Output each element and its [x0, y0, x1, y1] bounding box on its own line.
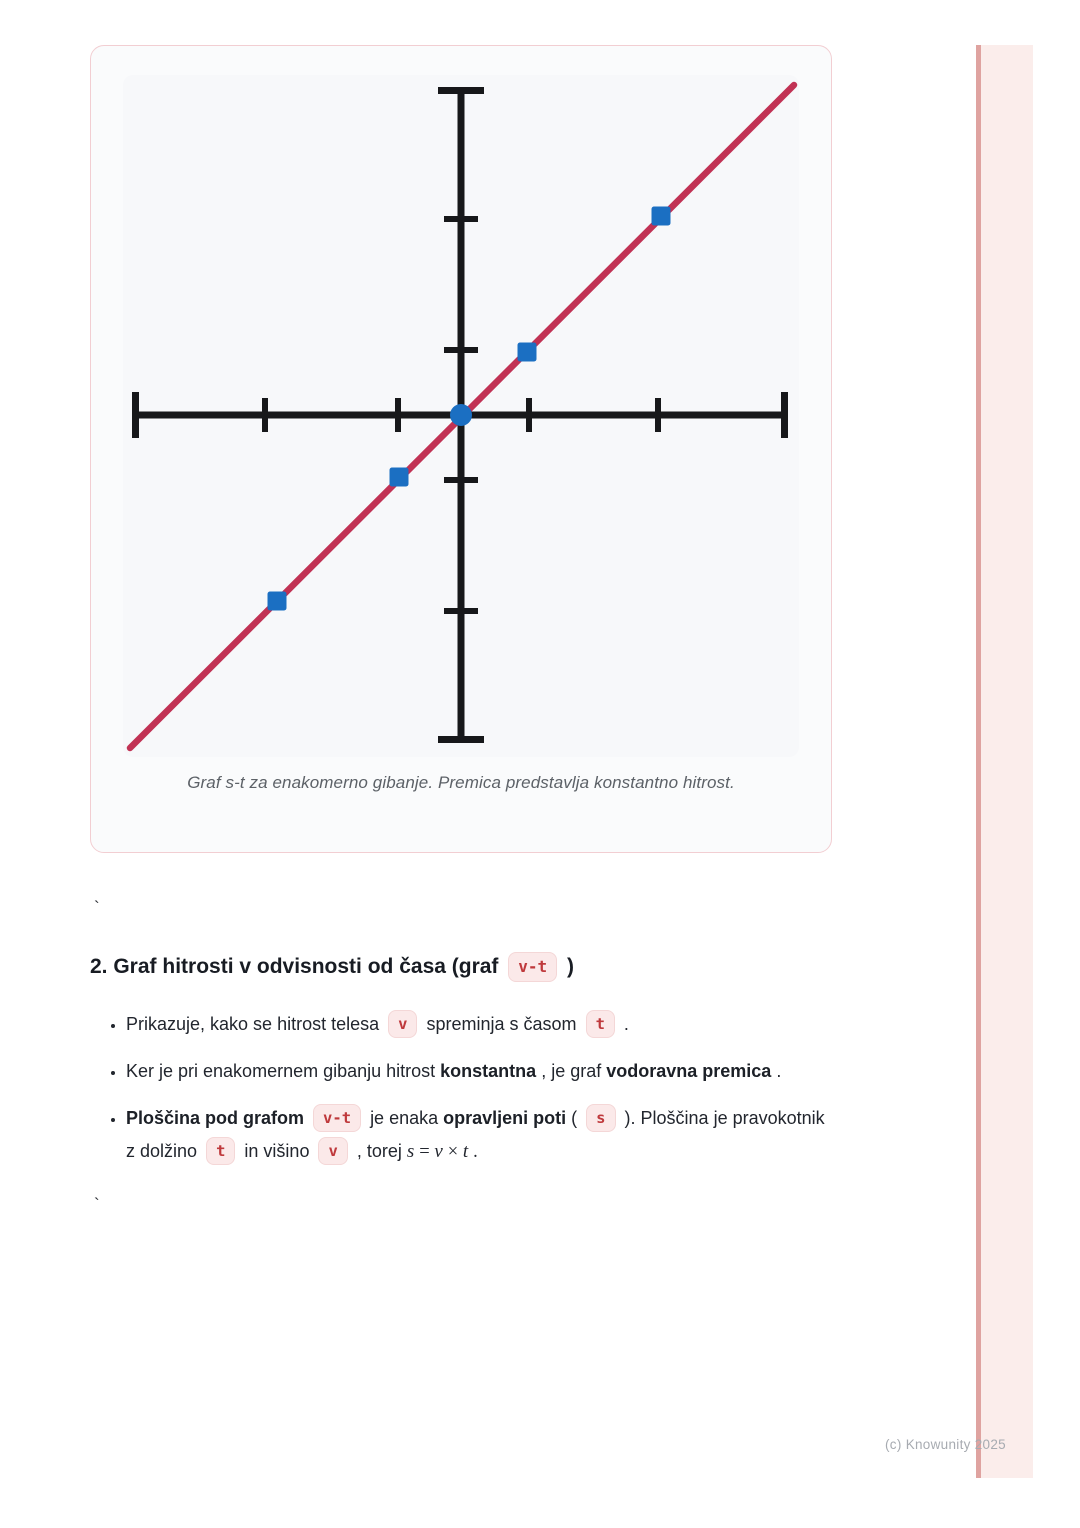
- inline-code-badge: v: [388, 1010, 417, 1038]
- inline-code-badge: v-t: [313, 1104, 361, 1132]
- st-graph-panel: [123, 75, 799, 757]
- list-item: • Ploščina pod grafom v-t je enaka opravljeni poti ( s ). Ploščina je pravokotnik z dolžino t in višino v , torej s = v × t .: [126, 1102, 832, 1169]
- copyright-text: (c) Knowunity 2025: [885, 1437, 1006, 1452]
- inline-code-badge: t: [586, 1010, 615, 1038]
- stray-backtick-2: `: [94, 1195, 100, 1214]
- stray-backtick-1: `: [94, 898, 100, 917]
- inline-code-badge: t: [206, 1137, 235, 1165]
- bullet-list: [90, 1008, 832, 1169]
- figure-card: [90, 45, 832, 853]
- page-edge-stripe: [976, 45, 1033, 1478]
- inline-code-badge: s: [586, 1104, 615, 1132]
- list-item: • Prikazuje, kako se hitrost telesa v spreminja s časom t .: [126, 1008, 832, 1041]
- st-graph: [123, 75, 799, 757]
- inline-code-badge: v-t: [508, 952, 557, 982]
- inline-code-badge: v: [318, 1137, 347, 1165]
- document-content: [90, 0, 832, 1215]
- list-item: • Ker je pri enakomernem gibanju hitrost konstantna , je graf vodoravna premica .: [126, 1055, 832, 1088]
- section-heading: 2. Graf hitrosti v odvisnosti od časa (graf v-t ): [90, 952, 832, 982]
- figure-caption: Graf s-t za enakomerno gibanje. Premica predstavlja konstantno hitrost.: [187, 773, 735, 792]
